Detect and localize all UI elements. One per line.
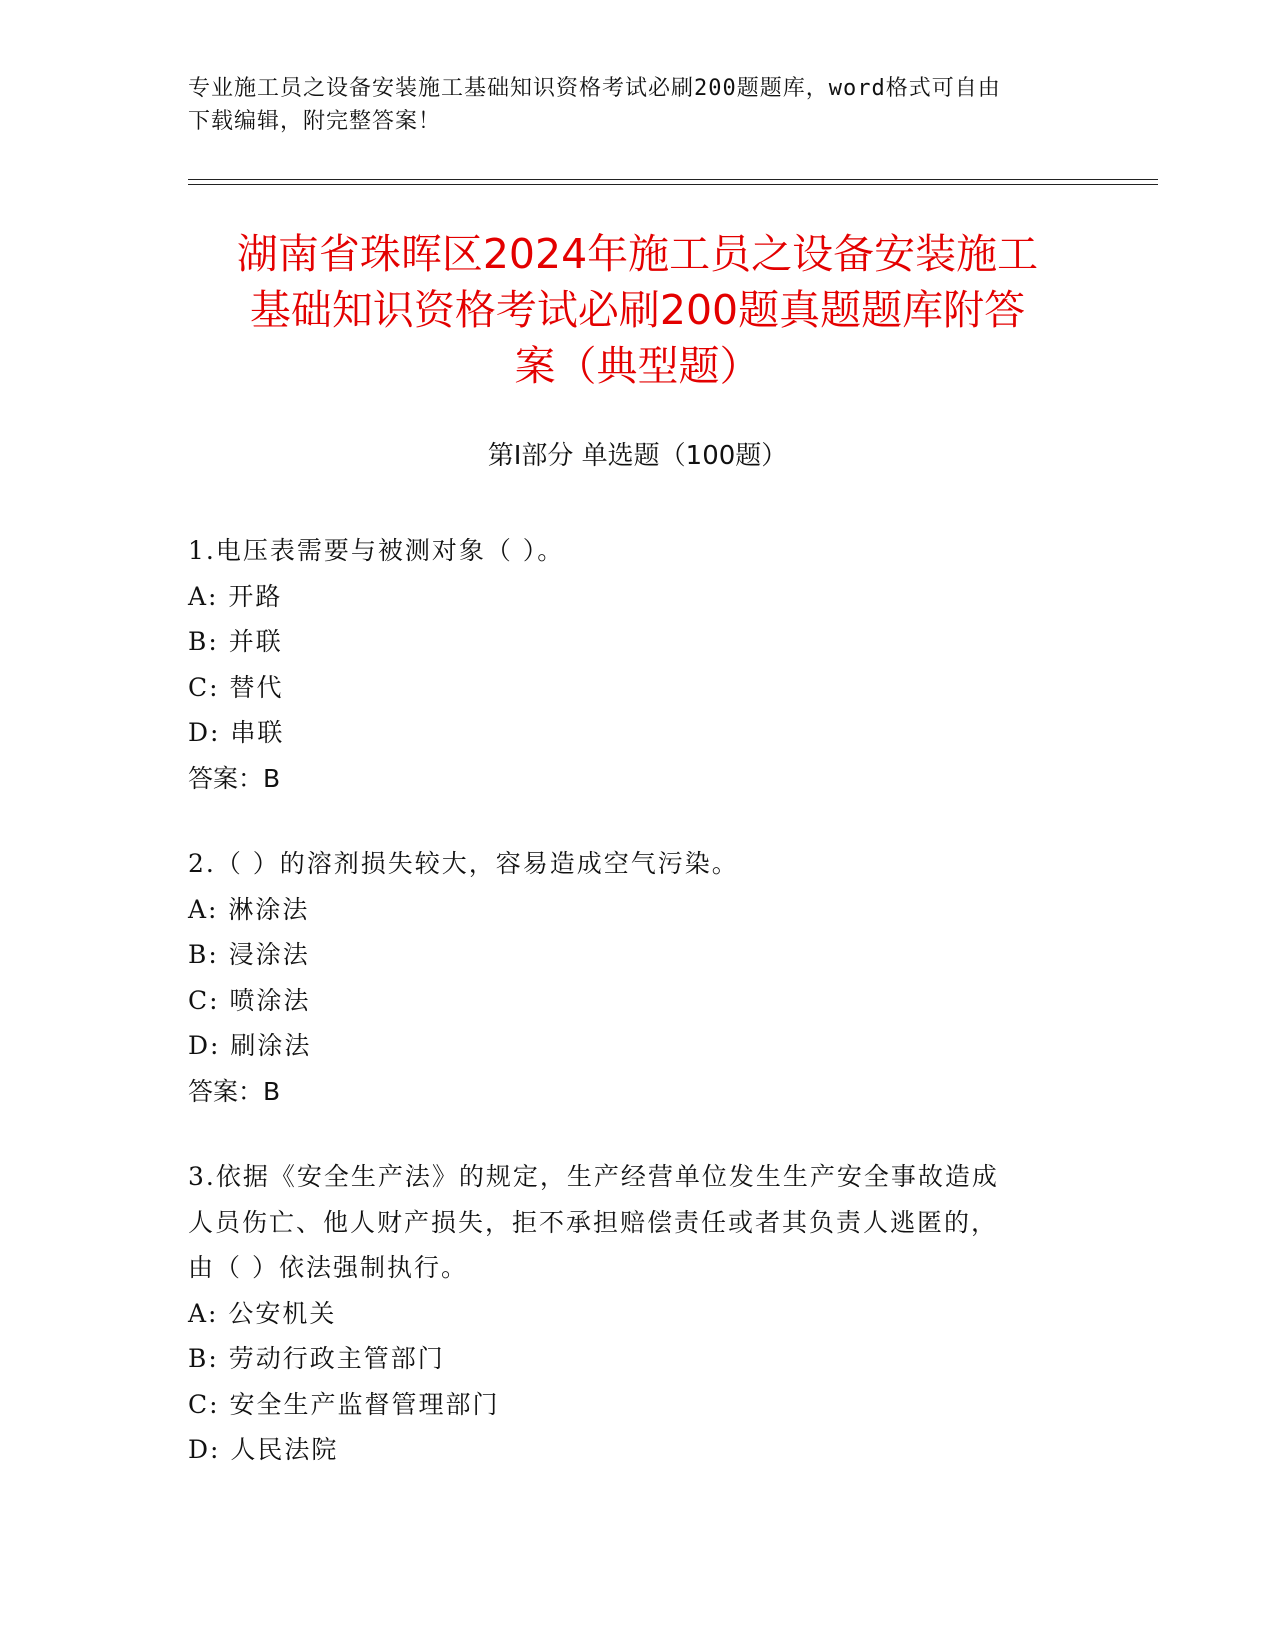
section-heading: 第Ⅰ部分 单选题（100题）: [487, 441, 788, 471]
question-1: [188, 528, 1088, 801]
option-d: D: 人民法院: [188, 1435, 339, 1464]
option-a: A: 开路: [188, 581, 283, 611]
question-list: [188, 528, 1088, 1513]
document-title-line-3: 案（典型题）: [514, 342, 761, 390]
document-title: [160, 226, 1115, 394]
option-b: B: 浸涂法: [188, 940, 310, 969]
header-divider-thin: [188, 184, 1158, 185]
option-b: B: 并联: [188, 627, 283, 656]
option-c: C: 安全生产监督管理部门: [188, 1389, 500, 1419]
option-d: D: 刷涂法: [188, 1031, 312, 1060]
header-note: [188, 72, 1088, 138]
option-a: A: 淋涂法: [188, 894, 310, 924]
question-stem-line-3: 由（ ）依法强制执行。: [188, 1253, 468, 1282]
answer-line: 答案：B: [188, 1076, 281, 1106]
question-2: [188, 841, 1088, 1114]
option-c: C: 喷涂法: [188, 985, 311, 1015]
question-3: [188, 1154, 1088, 1473]
question-stem: 1.电压表需要与被测对象（ ）。: [188, 536, 565, 565]
question-stem-line-1: 3.依据《安全生产法》的规定，生产经营单位发生生产安全事故造成: [188, 1162, 999, 1191]
question-stem: 2.（ ）的溶剂损失较大，容易造成空气污染。: [188, 849, 739, 878]
header-note-line-1: 专业施工员之设备安装施工基础知识资格考试必刷200题题库，word格式可自由: [188, 76, 1001, 101]
document-title-line-1: 湖南省珠晖区2024年施工员之设备安装施工: [236, 230, 1039, 278]
question-stem-line-2: 人员伤亡、他人财产损失，拒不承担赔偿责任或者其负责人逃匿的，: [188, 1207, 999, 1237]
answer-line: 答案：B: [188, 763, 281, 793]
document-title-line-2: 基础知识资格考试必刷200题真题题库附答: [249, 286, 1026, 334]
option-d: D: 串联: [188, 718, 285, 747]
header-divider-thick: [188, 179, 1158, 180]
header-note-line-2: 下载编辑，附完整答案！: [188, 109, 442, 134]
option-b: B: 劳动行政主管部门: [188, 1344, 445, 1373]
option-a: A: 公安机关: [188, 1298, 337, 1328]
option-c: C: 替代: [188, 672, 284, 702]
